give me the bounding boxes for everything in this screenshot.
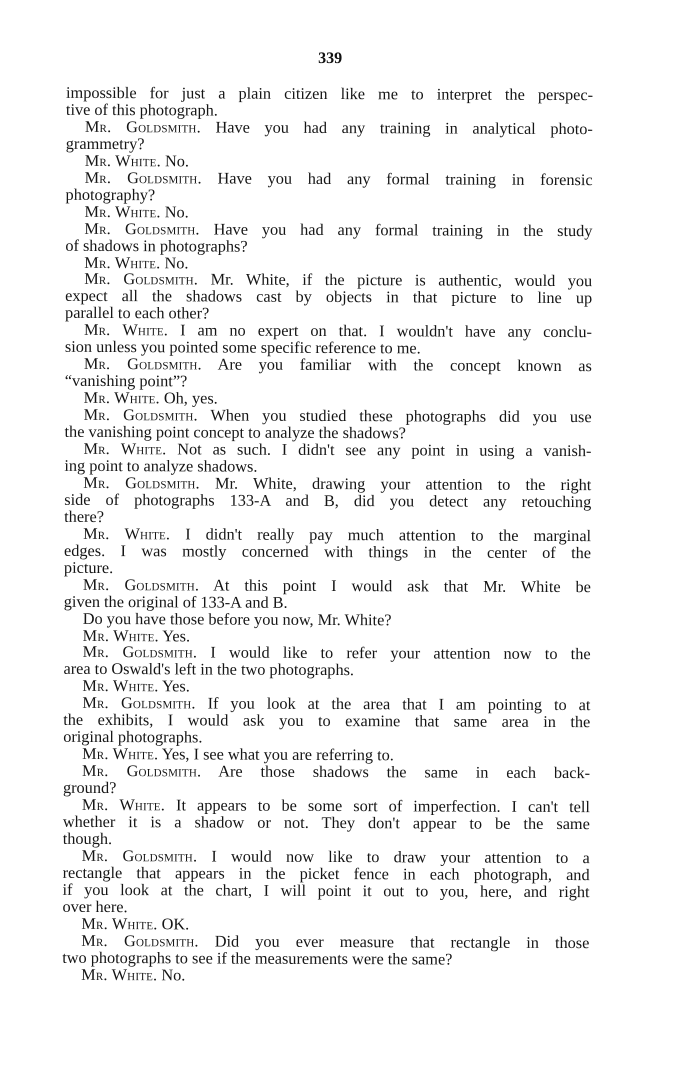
paragraph [63,763,590,799]
speaker-name: Mr. Goldsmith. [82,574,200,595]
speaker-name: Mr. White. [81,794,166,815]
speaker-name: Mr. Goldsmith. [83,405,198,425]
line-text: Yes. [162,625,191,645]
line-text: OK. [161,913,190,934]
line-text: parallel to each other? [65,303,210,323]
line-text: Do you have those before you now, Mr. White? [82,608,392,629]
speaker-name: Mr. White. [81,964,158,984]
line-text: I would now like to draw your attention to a [211,846,590,868]
speaker-name: Mr. Goldsmith. [82,642,198,662]
speaker-name: Mr. Goldsmith. [84,167,202,188]
line-text: rectangle that appears in the picket fence in each photograph, and [62,862,590,884]
paragraph [63,644,590,680]
line-text: if you look at the chart, I will point it out to you, here, and right [62,879,590,901]
speaker-name: Mr. White. [84,201,161,221]
paragraph [62,932,589,968]
paragraph [65,271,592,324]
paragraph [65,356,592,392]
text-line [64,489,592,512]
speaker-name: Mr. White. [84,252,161,272]
line-text: At this point I would ask that Mr. White be [213,575,591,596]
line-text: I am no expert on that. I wouldn't have any conclu- [180,320,593,342]
line-text: Are you familiar with the concept known as [217,354,592,376]
speaker-name: Mr. Goldsmith. [83,354,202,374]
line-text: though. [62,828,113,848]
speaker-name: Mr. White. [84,150,161,171]
paragraph [65,322,592,358]
line-text: over here. [62,896,128,916]
line-text: of shadows in photographs? [65,235,248,256]
text-line [62,811,590,834]
line-text: grammetry? [65,133,145,154]
paragraph [65,407,592,443]
paragraph [64,472,592,528]
speaker-name: Mr. White. [83,320,169,340]
line-text: given the original of 133-A and B. [63,591,288,612]
line-text: It appears to be some sort of imperfection. I can't tell [176,795,590,817]
paragraph [65,116,593,155]
line-text: Have you had any training in analytical photo- [215,117,593,139]
line-text: picture. [63,557,114,577]
speaker-name: Mr. White. [83,388,160,408]
speaker-name: Mr. Goldsmith. [81,845,198,866]
paragraph [65,220,592,256]
line-text: I didn't really pay much attention to the marginal [185,524,592,545]
line-text: Yes, I see what you are referring to. [161,744,394,765]
line-text: Oh, yes. [163,388,218,408]
line-text: Not as such. I didn't see any point in using a vanish- [177,439,592,461]
speaker-name: Mr. Goldsmith. [83,472,200,493]
page-number: 339 [318,49,343,68]
line-text: tive of this photograph. [65,99,218,120]
speaker-name: Mr. Goldsmith. [82,761,202,781]
paragraph [65,82,594,121]
line-text: side of photographs 133-A and B, did you detect any retouching [64,489,592,512]
line-text: Yes. [162,676,190,696]
paragraph [65,167,593,206]
line-text: I would like to refer your attention now to the [210,642,591,664]
speaker-name: Mr. Goldsmith. [81,930,199,951]
paragraph [64,438,592,477]
speaker-name: Mr. White. [83,438,167,459]
line-text: Did you ever measure that rectangle in those [214,931,590,952]
line-text: area to Oswald's left in the two photographs. [63,659,355,680]
paragraph [62,966,589,985]
line-text: Mr. White, if the picture is authentic, would you [210,269,593,291]
speaker-name: Mr. White. [82,625,159,645]
line-text: If you look at the area that I am pointing to at [207,693,591,715]
line-text: the vanishing point concept to analyze the shadows? [64,421,406,443]
line-text: “vanishing point”? [64,371,188,391]
speaker-name: Mr. White. [83,523,171,544]
paragraph [64,576,591,612]
paragraph [62,845,590,918]
speaker-name: Mr. Goldsmith. [84,116,201,137]
line-text: Mr. White, drawing your attention to the right [214,473,592,495]
line-text: Have you had any formal training in the study [213,219,593,240]
line-text: Are those shadows the same in each back- [218,761,591,783]
line-text: two photographs to see if the measurements were the same? [62,947,453,969]
line-text: No. [164,252,189,272]
line-text: whether it is a shadow or not. They don't appear to be the same [62,811,590,834]
text-line [62,966,589,985]
transcript-body [62,82,594,986]
speaker-name: Mr. White. [81,913,158,933]
text-line [63,763,590,782]
speaker-name: Mr. Goldsmith. [84,218,200,239]
line-text: the exhibits, I would ask you to examine that same area in the [63,710,591,732]
paragraph [62,794,590,850]
line-text: When you studied these photographs did you use [210,405,592,427]
line-text: photography? [65,184,156,204]
line-text: No. [164,151,189,171]
speaker-name: Mr. White. [82,744,159,764]
speaker-name: Mr. Goldsmith. [84,269,199,289]
line-text: Have you had any formal training in forensic [217,168,593,189]
line-text: original photographs. [63,727,203,747]
paragraph [63,695,590,748]
paragraph [63,523,592,579]
line-text: edges. I was mostly concerned with things in the center of the [63,540,592,562]
text-line [63,540,592,562]
line-text: sion unless you pointed some specific reference to me. [64,337,421,358]
line-text: ground? [62,777,117,798]
speaker-name: Mr. Goldsmith. [82,693,196,713]
line-text: No. [164,201,189,222]
line-text: there? [64,506,104,526]
line-text: No. [161,964,186,984]
line-text: impossible for just a plain citizen like me to interpret the perspec- [65,82,594,105]
speaker-name: Mr. White. [82,676,159,696]
text-line [62,879,590,901]
line-text: expect all the shadows cast by objects in that picture to line up [65,286,593,308]
line-text: ing point to analyze shadows. [64,455,258,476]
text-line [66,116,593,139]
